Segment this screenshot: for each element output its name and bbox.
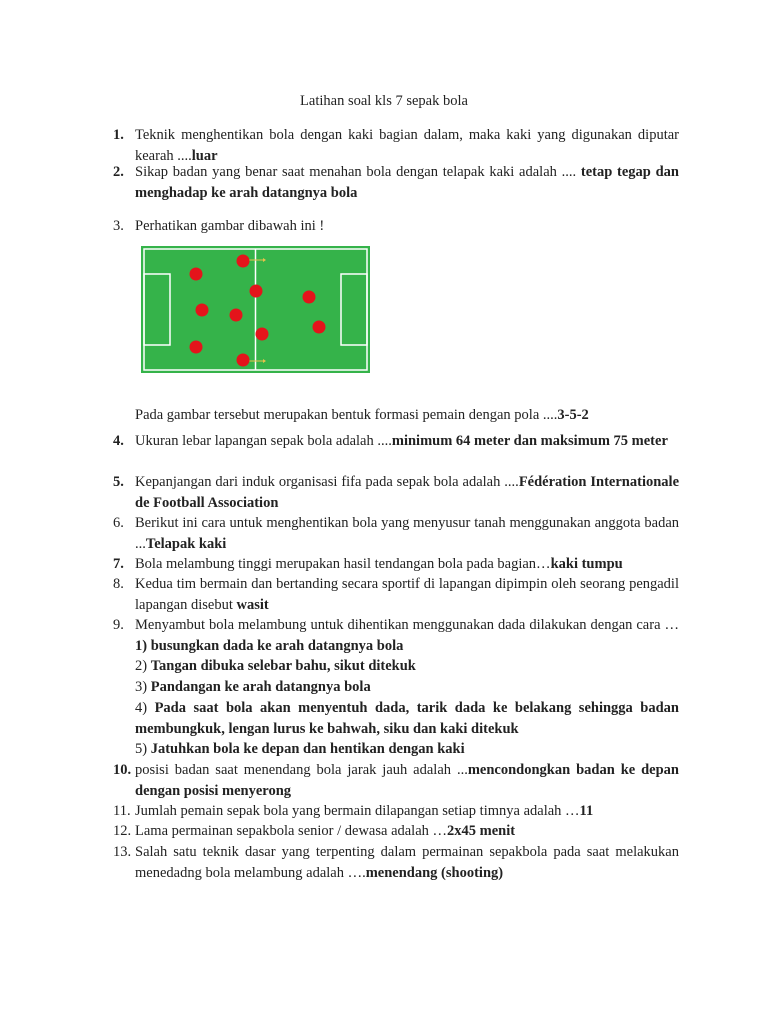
player-dot <box>230 309 243 322</box>
question-number: 11. <box>113 803 131 819</box>
question-number: 2. <box>113 164 124 180</box>
q9-step-2 <box>135 656 679 677</box>
question-text: Bola melambung tinggi merupakan hasil tendangan bola pada bagian… <box>135 556 551 572</box>
question-12 <box>113 821 679 842</box>
formation-answer: 3-5-2 <box>557 407 589 423</box>
question-text: posisi badan saat menendang bola jarak jauh adalah ... <box>135 762 468 778</box>
question-text: Kedua tim bermain dan bertanding secara sportif di lapangan dipimpin oleh seorang pengadil lapangan disebut <box>135 576 679 613</box>
question-4 <box>113 431 679 452</box>
step-prefix: 3) <box>135 679 151 695</box>
question-text: Perhatikan gambar dibawah ini ! <box>135 218 325 234</box>
player-dot <box>250 285 263 298</box>
question-7 <box>113 554 679 575</box>
question-answer: Telapak kaki <box>145 535 227 552</box>
question-number: 5. <box>113 474 124 490</box>
question-number: 1. <box>113 127 124 143</box>
question-answer: kaki tumpu <box>550 556 623 572</box>
step-prefix: 5) <box>135 741 151 757</box>
q9-step-5 <box>135 739 679 760</box>
page-title: Latihan soal kls 7 sepak bola <box>300 93 468 109</box>
question-number: 3. <box>113 218 124 234</box>
step-text: Pada saat bola akan menyentuh dada, tarik dada ke belakang sehingga badan membungkuk, lengan lurus ke bahwah, siku dan kaki ditekuk <box>135 700 679 737</box>
player-dot <box>196 304 209 317</box>
question-answer: wasit <box>236 596 269 613</box>
question-answer: 11 <box>579 803 594 819</box>
question-3 <box>113 216 679 237</box>
question-number: 10. <box>113 762 132 778</box>
question-answer: 1) busungkan dada ke arah datangnya bola <box>135 637 404 654</box>
question-text: Lama permainan sepakbola senior / dewasa adalah … <box>135 823 448 839</box>
question-2 <box>113 162 679 203</box>
question-10 <box>113 760 679 801</box>
step-text: Jatuhkan bola ke depan dan hentikan dengan kaki <box>150 741 465 757</box>
question-1 <box>113 125 679 166</box>
question-text: Berikut ini cara untuk menghentikan bola yang menyusur tanah menggunakan anggota badan ... <box>135 515 679 552</box>
question-answer: luar <box>191 147 218 164</box>
question-text: Jumlah pemain sepak bola yang bermain dilapangan setiap timnya adalah … <box>135 803 580 819</box>
question-answer: Fédération Internationale de Football Association <box>135 474 680 511</box>
question-answer: mencondongkan badan ke depan dengan posisi menyerong <box>135 762 679 799</box>
player-dot <box>237 354 250 367</box>
player-dot <box>303 291 316 304</box>
question-8 <box>113 574 679 615</box>
question-answer: menendang (shooting) <box>365 864 504 881</box>
question-11 <box>113 801 679 822</box>
formation-question <box>135 405 589 425</box>
question-text: Teknik menghentikan bola dengan kaki bagian dalam, maka kaki yang digunakan diputar kearah .... <box>135 127 679 164</box>
question-number: 6. <box>113 515 124 531</box>
question-9 <box>113 615 679 656</box>
question-answer: tetap tegap dan menghadap ke arah datangnya bola <box>135 164 679 201</box>
q9-step-4 <box>135 698 679 739</box>
question-text: Sikap badan yang benar saat menahan bola dengan telapak kaki adalah .... <box>135 164 581 180</box>
question-text: Kepanjangan dari induk organisasi fifa pada sepak bola adalah .... <box>135 474 519 490</box>
formation-diagram <box>141 246 370 373</box>
player-dot <box>190 341 203 354</box>
player-dot <box>237 255 250 268</box>
q9-step-3 <box>135 677 679 698</box>
step-text: Tangan dibuka selebar bahu, sikut ditekuk <box>150 658 416 674</box>
question-number: 4. <box>113 433 124 449</box>
question-answer: minimum 64 meter dan maksimum 75 meter <box>391 433 668 449</box>
step-text: Pandangan ke arah datangnya bola <box>150 679 371 695</box>
question-6 <box>113 513 679 554</box>
question-number: 7. <box>113 556 124 572</box>
question-text: Salah satu teknik dasar yang terpenting dalam permainan sepakbola pada saat melakukan menedadng bola melambung adalah …. <box>135 844 679 881</box>
step-prefix: 4) <box>135 700 155 716</box>
question-number: 13. <box>113 844 132 860</box>
question-text: Menyambut bola melambung untuk dihentikan menggunakan dada dilakukan dengan cara … <box>135 617 679 633</box>
question-number: 8. <box>113 576 124 592</box>
step-prefix: 2) <box>135 658 151 674</box>
player-dot <box>313 321 326 334</box>
question-5 <box>113 472 679 513</box>
player-dot <box>256 328 269 341</box>
question-number: 12. <box>113 823 132 839</box>
formation-text: Pada gambar tersebut merupakan bentuk formasi pemain dengan pola .... <box>135 407 558 423</box>
football-field-image <box>141 246 370 373</box>
player-dot <box>190 268 203 281</box>
question-answer: 2x45 menit <box>447 823 516 839</box>
question-number: 9. <box>113 617 124 633</box>
question-13 <box>113 842 679 883</box>
question-text: Ukuran lebar lapangan sepak bola adalah .... <box>135 433 392 449</box>
